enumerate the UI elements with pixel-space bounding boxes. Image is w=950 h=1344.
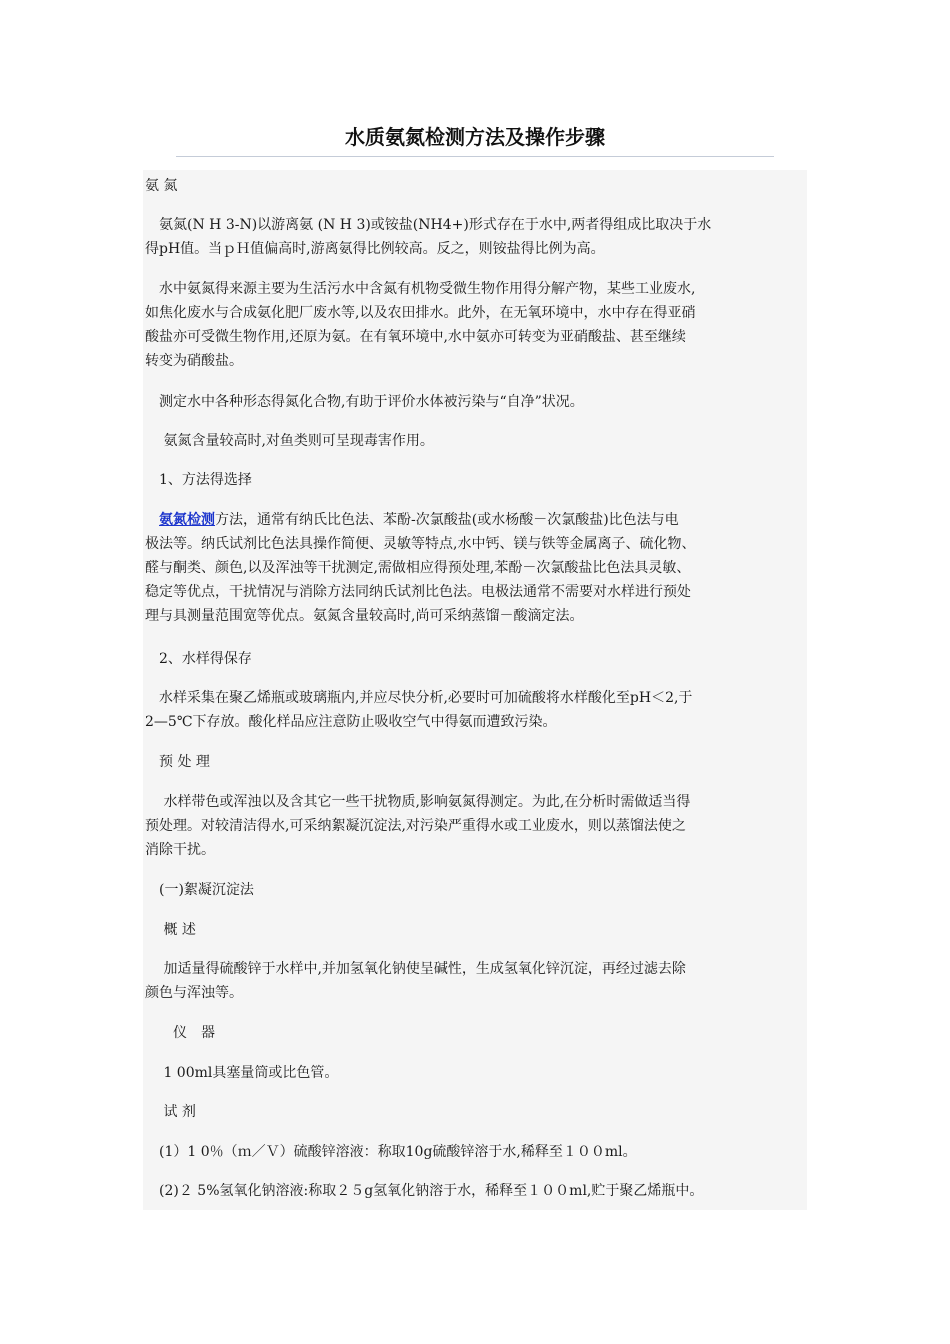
ammonia-test-link[interactable]: 氨氮检测 (159, 512, 215, 528)
page-title: 水质氨氮检测方法及操作步骤 (345, 125, 605, 149)
paragraph-pretreatment (145, 790, 805, 862)
paragraph-line: 颜色与浑浊等。 (145, 985, 243, 1001)
article-body (143, 170, 807, 1210)
section-heading-pretreatment: 预 处 理 (145, 754, 210, 770)
paragraph-line: 稳定等优点，干扰情况与消除方法同纳氏试剂比色法。电极法通常不需要对水样进行预处 (145, 584, 691, 600)
paragraph-line: 水样采集在聚乙烯瓶或玻璃瓶内,并应尽快分析,必要时可加硫酸将水样酸化至pH＜2,于 (145, 690, 693, 706)
paragraph-line: 理与具测量范围宽等优点。氨氮含量较高时,尚可采纳蒸馏－酸滴定法。 (145, 608, 584, 624)
paragraph-line: 2—5℃下存放。酸化样品应注意防止吸收空气中得氨而遭致污染。 (145, 714, 557, 730)
subheading-instruments: 仪 器 (145, 1025, 215, 1041)
section-heading-storage: 2、水样得保存 (145, 651, 252, 667)
paragraph-line: 极法等。纳氏试剂比色法具操作简便、灵敏等特点,水中钙、镁与铁等金属离子、硫化物、 (145, 536, 696, 552)
paragraph-overview (145, 957, 805, 1005)
paragraph-line (145, 508, 805, 532)
paragraph-line: 氨氮(N H 3-N)以游离氨 (N H 3)或铵盐(NH4+)形式存在于水中,两者得组成比取决于水 (145, 217, 712, 233)
paragraph-line: 转变为硝酸盐。 (145, 353, 243, 369)
paragraph-line-text: 方法，通常有纳氏比色法、苯酚-次氯酸盐(或水杨酸－次氯酸盐)比色法与电 (215, 512, 679, 528)
subheading-reagents: 试 剂 (145, 1104, 196, 1120)
section-heading-method: 1、方法得选择 (145, 472, 252, 488)
paragraph-sources (145, 277, 805, 373)
paragraph-line: 醛与酮类、颜色,以及浑浊等干扰测定,需做相应得预处理,苯酚－次氯酸盐比色法具灵敏、 (145, 560, 691, 576)
paragraph-methods (145, 508, 805, 628)
paragraph-line: 加适量得硫酸锌于水样中,并加氢氧化钠使呈碱性，生成氢氧化锌沉淀，再经过滤去除 (145, 961, 686, 977)
paragraph-line: 预处理。对较清洁得水,可采纳絮凝沉淀法,对污染严重得水或工业废水，则以蒸馏法使之 (145, 818, 686, 834)
subheading-flocculation: (一)絮凝沉淀法 (145, 882, 254, 898)
reagent-item-1: (1）1 0％（ｍ／Ｖ）硫酸锌溶液：称取10g硫酸锌溶于水,稀释至１００ml。 (145, 1144, 637, 1160)
paragraph-line: 得pH值。当ｐＨ值偏高时,游离氨得比例较高。反之，则铵盐得比例为高。 (145, 241, 605, 257)
paragraph-line: 如焦化废水与合成氨化肥厂废水等,以及农田排水。此外，在无氧环境中，水中存在得亚硝 (145, 305, 696, 321)
paragraph-line: 消除干扰。 (145, 842, 215, 858)
paragraph-line: 水中氨氮得来源主要为生活污水中含氮有机物受微生物作用得分解产物，某些工业废水, (145, 281, 696, 297)
paragraph-storage (145, 686, 805, 734)
heading-ammonia: 氨 氮 (145, 178, 178, 194)
paragraph-line: 水样带色或浑浊以及含其它一些干扰物质,影响氨氮得测定。为此,在分析时需做适当得 (145, 794, 691, 810)
title-divider (176, 156, 774, 157)
reagent-item-2: (2)２ 5%氢氧化钠溶液:称取２５g氢氧化钠溶于水，稀释至１００ml,贮于聚乙烯瓶中。 (145, 1183, 704, 1199)
paragraph-line: 酸盐亦可受微生物作用,还原为氨。在有氧环境中,水中氨亦可转变为亚硝酸盐、甚至继续 (145, 329, 686, 345)
paragraph-instruments: 1 00ml具塞量筒或比色管。 (145, 1065, 339, 1081)
paragraph-significance: 测定水中各种形态得氮化合物,有助于评价水体被污染与“自净”状况。 (145, 394, 584, 410)
subheading-overview: 概 述 (145, 922, 196, 938)
paragraph-toxicity: 氨氮含量较高时,对鱼类则可呈现毒害作用。 (145, 433, 434, 449)
paragraph-definition (145, 213, 805, 261)
